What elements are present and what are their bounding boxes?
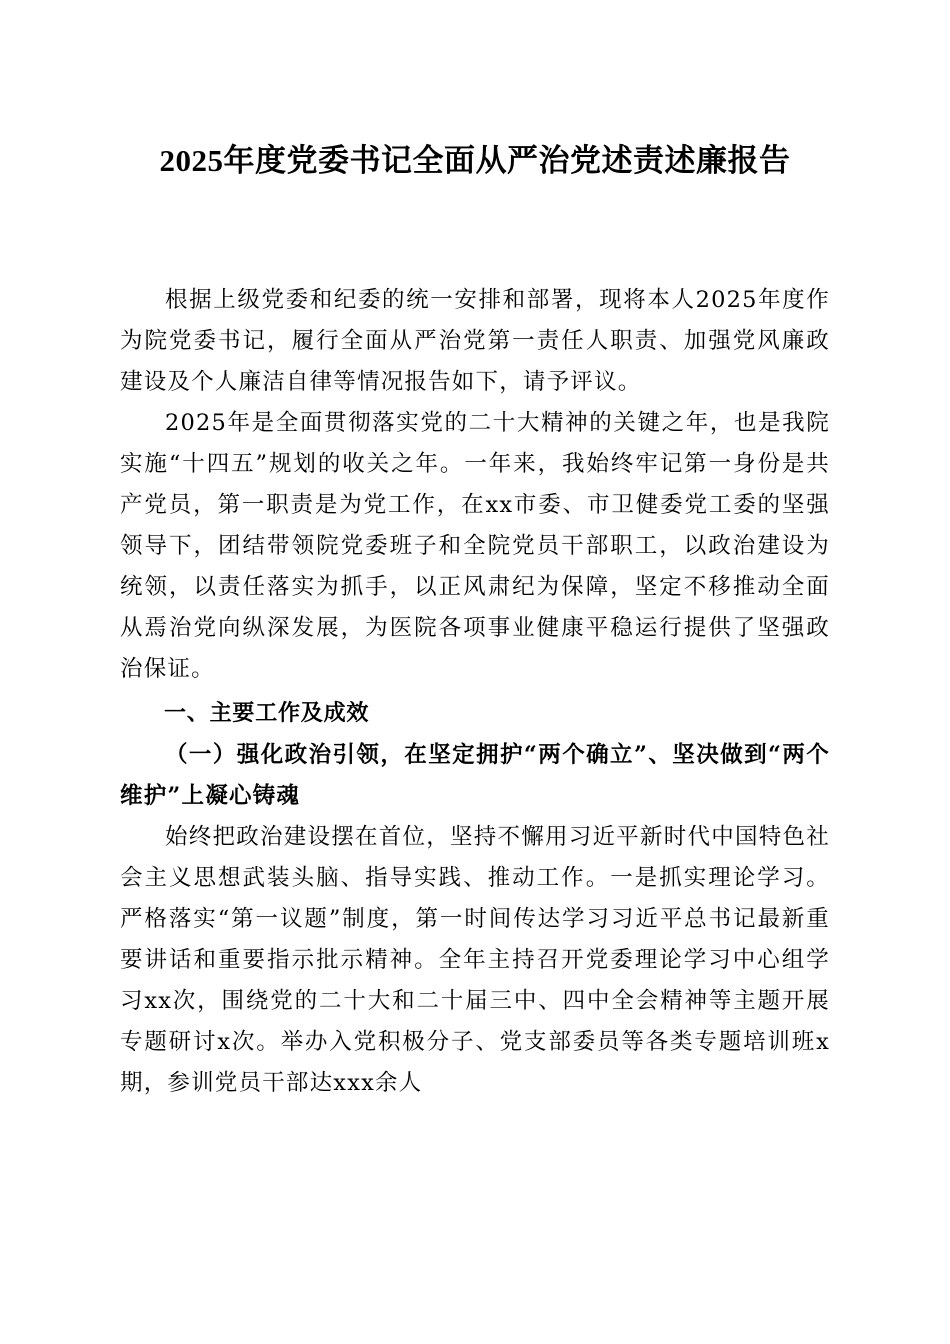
document-title: 2025年度党委书记全面从严治党述责述廉报告 — [159, 143, 791, 178]
subsection-heading: （一）强化政治引领，在坚定拥护“两个确立”、坚决做到“两个维护”上凝心铸魂 — [120, 742, 830, 809]
paragraph-intro: 根据上级党委和纪委的统一安排和部署，现将本人2025年度作为院党委书记，履行全面从严治党第一责任人职责、加强党风廉政建设及个人廉洁自律等情况报告如下，请予评议。 — [120, 287, 830, 395]
paragraph-overview: 2025年是全面贯彻落实党的二十大精神的关键之年，也是我院实施“十四五”规划的收关之年。一年来，我始终牢记第一身份是共产党员，第一职责是为党工作，在xx市委、市卫健委党工委的坚强领导下，团结带领院党委班子和全院党员干部职工，以政治建设为统领，以责任落实为抓手，以正风肃纪为保障，坚定不移推动全面从焉治党向纵深发展，为医院各项事业健康平稳运行提供了坚强政治保证。 — [120, 410, 830, 682]
document-body — [120, 280, 830, 1104]
paragraph-political-building: 始终把政治建设摆在首位，坚持不懈用习近平新时代中国特色社会主义思想武装头脑、指导实践、推动工作。一是抓实理论学习。严格落实“第一议题”制度，第一时间传达学习习近平总书记最新重要讲话和重要指示批示精神。全年主持召开党委理论学习中心组学习xx次，围绕党的二十大和二十届三中、四中全会精神等主题开展专题研讨x次。举办入党积极分子、党支部委员等各类专题培训班x期，参训党员干部达xxx余人 — [120, 824, 830, 1096]
section-heading: 一、主要工作及成效 — [164, 701, 370, 726]
